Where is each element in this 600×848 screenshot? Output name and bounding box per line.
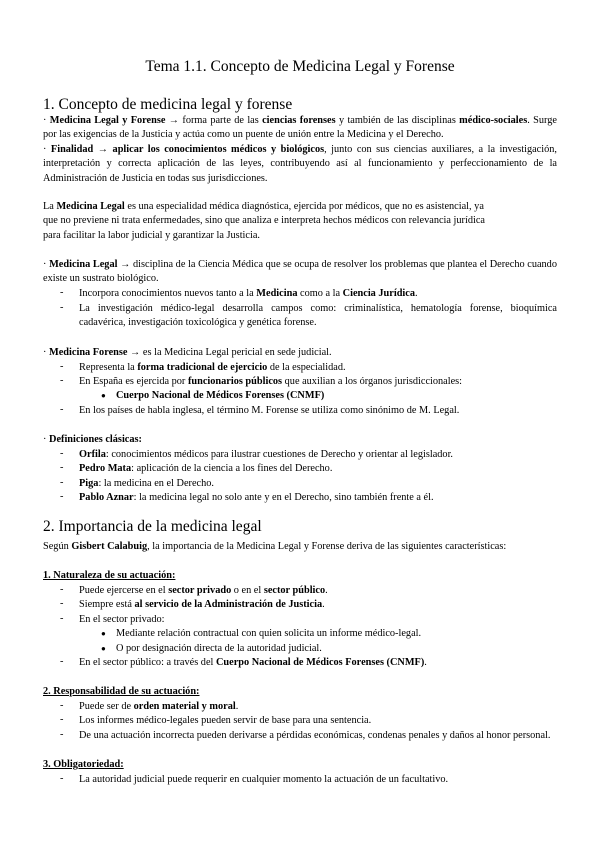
bullet-dot: ● <box>101 391 106 400</box>
bold-text: aplicar los conocimientos médicos y biológicos <box>112 144 325 155</box>
list-item <box>79 462 557 476</box>
section-1-heading: 1. Concepto de medicina legal y forense <box>43 96 293 113</box>
sub-list-item: Mediante relación contractual con quien solicita un informe médico-legal. <box>116 628 422 639</box>
list-item: De una actuación incorrecta pueden derivarse a pérdidas económicas, condenas penales y daños al honor personal. <box>79 730 551 741</box>
sub-list-item: O por designación directa de la autoridad judicial. <box>116 643 322 654</box>
text: es una especialidad médica diagnóstica, ejercida por médicos, que no es asistencial, ya <box>124 201 484 212</box>
paragraph-classic-definitions <box>43 433 557 447</box>
bold-text: Ciencia Jurídica <box>342 288 416 299</box>
term: Medicina Forense <box>49 347 128 358</box>
dash-marker: - <box>60 656 64 667</box>
section-2-heading: 2. Importancia de la medicina legal <box>43 518 262 535</box>
list-item <box>79 598 557 612</box>
dash-marker: - <box>60 700 64 711</box>
dash-marker: - <box>60 302 64 313</box>
term: Finalidad <box>50 144 94 155</box>
text: para facilitar la labor judicial y garantizar la Justicia. <box>43 229 260 241</box>
text: En el sector público: a través del <box>79 657 216 668</box>
paragraph-importance-intro <box>43 540 557 554</box>
sub-list-item <box>116 389 556 403</box>
subheading-obligation <box>43 758 557 772</box>
dash-marker: - <box>60 598 64 609</box>
list-item <box>79 656 557 670</box>
bold-text: 2. Responsabilidad de su actuación: <box>43 686 200 697</box>
text: de la especialidad. <box>267 362 346 373</box>
text: o en el <box>231 585 264 596</box>
bold-text: al servicio de la Administración de Justicia <box>134 599 323 610</box>
text: : conocimientos médicos para ilustrar cuestiones de Derecho y orientar al legislador. <box>105 449 454 460</box>
bold-text: médico-sociales <box>459 115 528 126</box>
page-title: Tema 1.1. Concepto de Medicina Legal y Forense <box>145 58 455 75</box>
text: La <box>43 201 57 212</box>
list-item <box>79 287 557 301</box>
text: → disciplina de la Ciencia Médica que se ocupa de resolver los problemas que plantea el Derecho cuando existe un sustrato biológico. <box>43 259 557 285</box>
bold-text: funcionarios públicos <box>187 376 283 387</box>
list-item <box>79 491 557 505</box>
term: Medicina Legal y Forense <box>49 115 166 126</box>
bullet-marker: · <box>43 259 50 270</box>
text: . <box>325 585 328 596</box>
bold-text: Cuerpo Nacional de Médicos Forenses (CNMF) <box>215 657 425 668</box>
dash-marker: - <box>60 448 64 459</box>
bullet-marker: · <box>43 434 50 445</box>
bold-text: ciencias forenses <box>262 115 336 126</box>
text: → <box>93 144 113 155</box>
text: como a la <box>297 288 343 299</box>
text: , la importancia de la Medicina Legal y Forense deriva de las siguientes características: <box>147 541 507 552</box>
bold-text: sector privado <box>168 585 232 596</box>
dash-marker: - <box>60 584 64 595</box>
dash-marker: - <box>60 375 64 386</box>
bullet-marker: · <box>43 115 50 126</box>
list-item <box>79 448 557 462</box>
list-item: La investigación médico-legal desarrolla campos como: criminalística, hematología forense, bioquímica cadavérica, investigación toxicológica y genética forense. <box>79 303 557 329</box>
dash-marker: - <box>60 404 64 415</box>
dash-marker: - <box>60 477 64 488</box>
list-item <box>79 477 557 491</box>
text: , junto con sus ciencias auxiliares, a la investigación, interpretación y correcta aplicación de las leyes, contribuyendo así al funcionamiento y perfeccionamiento de la Administración de Justicia en todas sus jurisdicciones. <box>43 144 557 184</box>
text: : la medicina legal no solo ante y en el Derecho, sino también frente a él. <box>133 492 434 503</box>
term: Medicina Legal <box>49 259 118 270</box>
dash-marker: - <box>60 773 64 784</box>
text: Incorpora conocimientos nuevos tanto a la <box>79 288 257 299</box>
dash-marker: - <box>60 287 64 298</box>
text: : aplicación de la ciencia a los fines del Derecho. <box>131 463 333 474</box>
paragraph-legal-medicine <box>43 200 557 243</box>
bold-text: Piga <box>79 478 99 489</box>
text: En España es ejercida por <box>79 376 188 387</box>
paragraph-definition <box>43 114 557 143</box>
dash-marker: - <box>60 491 64 502</box>
text: Puede ser de <box>79 701 134 712</box>
list-item <box>79 700 557 714</box>
bold-text: Medicina <box>256 288 298 299</box>
bold-text: 3. Obligatoriedad: <box>43 759 124 770</box>
bold-text: Gisbert Calabuig <box>71 541 148 552</box>
bold-text: Pablo Aznar <box>79 492 134 503</box>
list-item: La autoridad judicial puede requerir en cualquier momento la actuación de un facultativo. <box>79 774 449 785</box>
bullet-marker: · <box>43 144 51 155</box>
bullet-dot: ● <box>101 644 106 653</box>
bold-text: 1. Naturaleza de su actuación: <box>43 570 176 581</box>
list-item <box>79 361 557 375</box>
text: Representa la <box>79 362 138 373</box>
bold-text: orden material y moral <box>133 701 236 712</box>
list-item: Los informes médico-legales pueden servir de base para una sentencia. <box>79 715 372 726</box>
text: Según <box>43 541 72 552</box>
dash-marker: - <box>60 462 64 473</box>
paragraph-purpose <box>43 143 557 186</box>
text: En el sector privado: <box>79 614 165 625</box>
list-item <box>79 613 557 627</box>
term: Definiciones clásicas: <box>49 434 142 445</box>
list-item <box>79 375 557 389</box>
list-item: En los países de habla inglesa, el término M. Forense se utiliza como sinónimo de M. Legal. <box>79 405 460 416</box>
bold-text: Pedro Mata <box>79 463 132 474</box>
term: Medicina Legal <box>56 201 125 212</box>
text: . <box>322 599 325 610</box>
bold-text: Orfila <box>79 449 106 460</box>
bold-text: Cuerpo Nacional de Médicos Forenses (CNMF) <box>116 390 325 401</box>
text: : la medicina en el Derecho. <box>98 478 214 489</box>
dash-marker: - <box>60 714 64 725</box>
paragraph-forensic-medicine <box>43 346 557 360</box>
dash-marker: - <box>60 613 64 624</box>
text: . <box>235 701 239 712</box>
list-item <box>79 584 557 598</box>
subheading-nature <box>43 569 557 583</box>
bullet-marker: · <box>43 347 50 358</box>
subheading-responsibility <box>43 685 557 699</box>
text: y también de las disciplinas <box>335 115 460 126</box>
text: → forma parte de las <box>165 115 263 126</box>
text: . <box>424 657 427 668</box>
bullet-dot: ● <box>101 629 106 638</box>
text: que auxilian a los órganos jurisdiccionales: <box>282 376 463 387</box>
text: → es la Medicina Legal pericial en sede judicial. <box>127 347 332 358</box>
text: Siempre está <box>79 599 135 610</box>
bold-text: forma tradicional de ejercicio <box>137 362 268 373</box>
dash-marker: - <box>60 361 64 372</box>
dash-marker: - <box>60 729 64 740</box>
bold-text: sector público <box>263 585 326 596</box>
text: Puede ejercerse en el <box>79 585 169 596</box>
text: . <box>415 288 418 299</box>
text: que no previene ni trata enfermedades, sino que analiza e interpreta hechos médicos con relevancia jurídica <box>43 215 485 227</box>
text: . Surge por las exigencias de la Justicia y actúa como un puente de unión entre la Medicina y el Derecho. <box>43 115 557 141</box>
paragraph-legal-medicine-discipline <box>43 258 557 287</box>
